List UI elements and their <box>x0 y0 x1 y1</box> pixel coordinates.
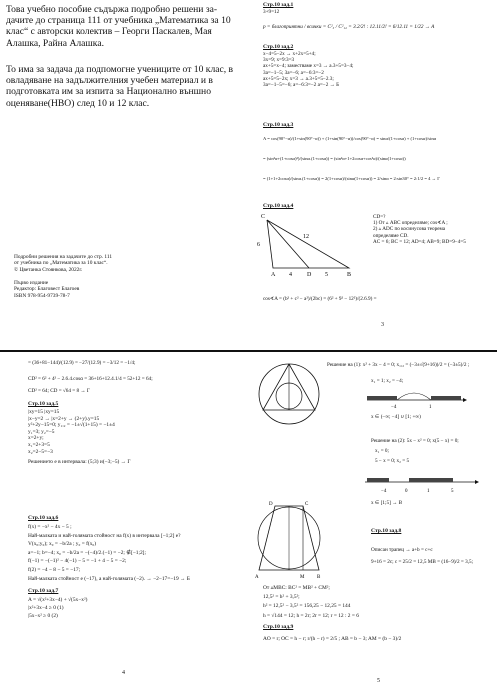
cd-result-line: CD² = 64; CD = √64 = 8 → Г <box>28 388 90 394</box>
task6-line: f(x) = −x² − 4x − 5 ; <box>28 524 72 530</box>
shaded-left <box>367 478 389 482</box>
task-heading-9: Стр.10 зад.9 <box>263 624 294 630</box>
task6-line: Най-малката стойност е (−17), а най-голямата (−2). → −2−17=−19 → Б <box>28 575 190 582</box>
label-d: D <box>307 272 312 278</box>
task3-line: = (sin²α+(1+cosα)²)/(sinα.(1+cosα)) = (sin²α+1+2cosα+cos²α)/(sinα(1+cosα)) <box>263 156 406 161</box>
shaded-left <box>367 396 397 400</box>
edition-block <box>14 280 79 299</box>
task8b-line: От ▵MBC: BC² = MB² + CM²; <box>263 585 330 591</box>
task6-line: a=−1; b=−4; x₀ = −b/2a = −(−4)/2.(−1) = −2; ∉[−1;2]; <box>28 549 146 556</box>
task2-line: 3a=−1−5=−6; a=−6:3=−2 a=−2 → Б <box>263 82 340 89</box>
task8b-line: h = √144 = 12; h = 2r; 2r = 12; r = 12 : 2 = 6 <box>263 612 359 619</box>
tick-label: 1 <box>429 405 432 410</box>
task6-line: V(x₀;y₀); x₀ = −b/2a ; y₀ = f(x₀) <box>28 541 97 548</box>
trapezoid-figure <box>255 500 325 580</box>
task2-lines <box>263 51 353 88</box>
credits-line: Подробни решения на задачите до стр. 111 <box>14 254 113 260</box>
task6-line: f(−1) = −(−1)² − 4(−1) − 5 = −1 + 4 − 5 = −2; <box>28 558 127 565</box>
task-heading-8: Стр.10 зад.8 <box>371 528 402 534</box>
label-b: B <box>317 575 321 580</box>
page-bottom-right <box>249 352 497 700</box>
task2-line: x−4=5−2x → x+2x=5+4; <box>263 51 316 57</box>
shaded-range <box>409 478 453 482</box>
eq1-solution: Решение на (1): x² + 3x − 4 = 0; x₁,₂ = (−3±√(9+16))/2 = (−3±5)/2 ; <box>327 362 470 368</box>
page-number: 4 <box>122 670 125 676</box>
task-heading-7: Стр.10 зад.7 <box>28 588 59 594</box>
task7-line: |5x−x² ≥ 0 (2) <box>28 613 58 619</box>
task4-line: определяме CD. <box>373 232 409 239</box>
credits-block <box>14 254 112 273</box>
eq2-solution: Решение на (2): 5x − x² = 0; x(5 − x) = 0; <box>371 438 459 444</box>
task4-line: CD=? <box>373 214 386 220</box>
label-c: C <box>305 502 309 507</box>
tick-label: 1 <box>427 489 430 494</box>
task3-line: = (1+1+2cosα)/(sinα.(1+cosα)) = 2(1+cosα)/(sinα(1+cosα)) = 2/sinα = 2:sin30° = 2:1/2 = 4 → Г <box>263 176 440 181</box>
label-a: A <box>255 575 259 580</box>
task-heading-5: Стр.10 зад.5 <box>28 401 59 407</box>
task9-line: AO = r; OC = h − r; r/(h − r) = 2/5 ; AB = b − 3; AM = (b − 3)/2 <box>263 636 402 642</box>
task3-line: A = cos(90°−α)/(1+sin(90°−α)) + (1+sin(90°−α))/cos(90°−α) = sinα/(1+cosα) + (1+cosα)/sinα <box>263 136 437 141</box>
page-bottom-left <box>0 352 248 700</box>
label-side-4: 4 <box>289 272 292 278</box>
tick-label: 0 <box>405 489 408 494</box>
task-heading-6: Стр.10 зад.6 <box>28 515 59 521</box>
axis-arrow <box>463 398 467 402</box>
number-line-2 <box>365 468 481 494</box>
edition-line: ISBN 978-954-9739-78-7 <box>14 292 70 299</box>
label-c: C <box>261 214 266 220</box>
cevian-cd <box>267 220 309 268</box>
page-number: 3 <box>381 322 384 328</box>
task8-line: 9+16 = 2c; c = 25/2 = 12,5 MB = (16−9)/2 = 3,5; <box>371 559 474 565</box>
task7-line: |x²+3x−4 ≥ 0 (1) <box>28 605 64 611</box>
shaded-right <box>431 396 461 400</box>
task4-notes <box>373 214 466 245</box>
task1-line: 3+9=12 <box>263 9 280 15</box>
label-side-5: 5 <box>325 272 328 278</box>
tick-label: −4 <box>381 489 387 494</box>
probability-equation: p = благоприятни / всички = C²₃ / C²₁₂ = 3.2/2! : 12.11/2! = 6/12.11 = 1/22 → A <box>263 24 435 30</box>
tick-label: −4 <box>391 405 397 410</box>
label-m: M <box>300 575 305 580</box>
task-heading-1: Стр.10 зад.1 <box>263 2 294 8</box>
task-heading-4: Стр.10 зад.4 <box>263 203 294 209</box>
cos-result-line: = (36+81−144)/(12.9) = −27/(12.9) = −3/12 = −1/4; <box>28 360 136 366</box>
task4-line: AC = 6; BC = 12; AD=4; AB=9; BD=9−4=5 <box>373 238 466 245</box>
credits-line: © Цветанка Стоянкова, 2022г. <box>14 266 83 273</box>
intro-paragraph-2: То има за задача да подпомогне учениците от 10 клас, в овладяване на задължителния учебен материал и в подготовката им за изпита за Национално външно оценяване(НВО) след 10 и 12 клас. <box>6 64 234 109</box>
eq1-roots: x₁ = 1; x₂ = −4; <box>371 378 404 384</box>
page-top-right <box>249 0 497 350</box>
task5-line: y²+2y−15=0; y₁,₂ = −1±√(1+15) = −1±4 <box>28 422 115 429</box>
cd-squared-line: CD² = 6² + 4² − 2.6.4.cosα = 36+16+12.4.1/4 = 52+12 = 64; <box>28 376 153 382</box>
task6-line: Най-малката и най-голямата стойност на f(x) в интервала [−1;2] е? <box>28 532 181 539</box>
label-d: D <box>269 502 273 507</box>
label-a: A <box>271 272 276 278</box>
page-number: 5 <box>377 678 380 684</box>
eq2-root2: 5 − x = 0; x₂ = 5 <box>375 458 410 464</box>
axis-arrow <box>475 480 479 484</box>
task2-line: ax+5=x−4; заместваме x=3 → a.3+5=3−4; <box>263 63 354 70</box>
number-line-1 <box>367 386 467 408</box>
triangle-outline <box>267 220 349 268</box>
edition-line: Редактор: Благовест Благоев <box>14 286 80 293</box>
sign-arc <box>397 393 431 400</box>
credits-line: от учебника по „Математика за 10 клас“. <box>14 260 108 267</box>
task6-line: f(2) = −4 − 8 − 5 = −17; <box>28 566 81 573</box>
task5-line: |xy=15 |xy=15 <box>28 409 60 415</box>
task5-line: y₁=3; y₂=−5 <box>28 428 55 435</box>
edition-line: Първо издание <box>14 280 49 286</box>
interval-1: x ∈ (−∞; −4] ∪ [1; +∞) <box>371 414 421 420</box>
task5-lines <box>28 409 131 466</box>
cos-a-equation: cos∢A = (b² + c² − a²)/(2bc) = (6² + 9² − 12²)/(2.6.9) = <box>263 296 377 302</box>
inscribed-circle-figure <box>255 360 325 430</box>
task5-line: Решението е в интервала: (5;3) и(−3;−5) → Г <box>28 459 131 466</box>
task8-lines <box>371 544 473 568</box>
task-heading-3: Стр.10 зад.3 <box>263 122 294 128</box>
triangle-figure <box>257 212 383 282</box>
task7-lines <box>28 596 87 620</box>
task8-line: Описан трапец → a+b = c+c <box>371 547 433 553</box>
task5-line: x=2+y; <box>28 435 44 442</box>
task4-line: 1) От ▵ ABC определяме; cos∢A ; <box>373 220 448 227</box>
task-heading-2: Стр.10 зад.2 <box>263 44 294 50</box>
label-side-12: 12 <box>303 234 309 240</box>
task5-line: x₁=2+3=5 <box>28 441 50 448</box>
task2-line: 3x=9; x=9:3=3 <box>263 57 295 64</box>
task8b-line: 12,5² = h² + 3,5²; <box>263 594 300 601</box>
task4-line: 2) ▵ ADC по косинусова теорема <box>373 226 446 233</box>
eq2-root1: x₁ = 0; <box>375 448 389 454</box>
label-b: B <box>347 272 352 278</box>
task5-line: |x−y=2 → |x=2+y → (2+y).y=15 <box>28 415 100 422</box>
tick-label: 5 <box>451 489 454 494</box>
interval-2: x ∈ [1;5] → B <box>371 500 403 506</box>
task8b-line: h² = 12,5² − 3,5² = 156,25 − 12,25 = 144 <box>263 603 351 610</box>
task5-line: x₂=2−5=−3 <box>28 448 53 455</box>
page-top-left <box>0 0 248 350</box>
task8-continued <box>263 584 359 621</box>
intro-paragraph-1: Това учебно пособие съдържа подробно решени за- дачите до страница 111 от учебника „Математика за 10 клас“ с авторски колектив – Георги Паскалев, Мая Алашка, Райна Алашка. <box>6 4 231 49</box>
label-side-6: 6 <box>257 242 260 248</box>
task2-line: ax+5=5−2x; x=3 → a.3+5=5−2.3; <box>263 75 334 82</box>
task7-line: A = √(x²+3x−4) + √(5x−x²) <box>28 597 88 603</box>
task2-line: 3a=−1−5; 3a=−6; a=−6:3=−2 <box>263 69 324 76</box>
task3-lines <box>263 132 440 186</box>
task6-lines <box>28 523 190 583</box>
